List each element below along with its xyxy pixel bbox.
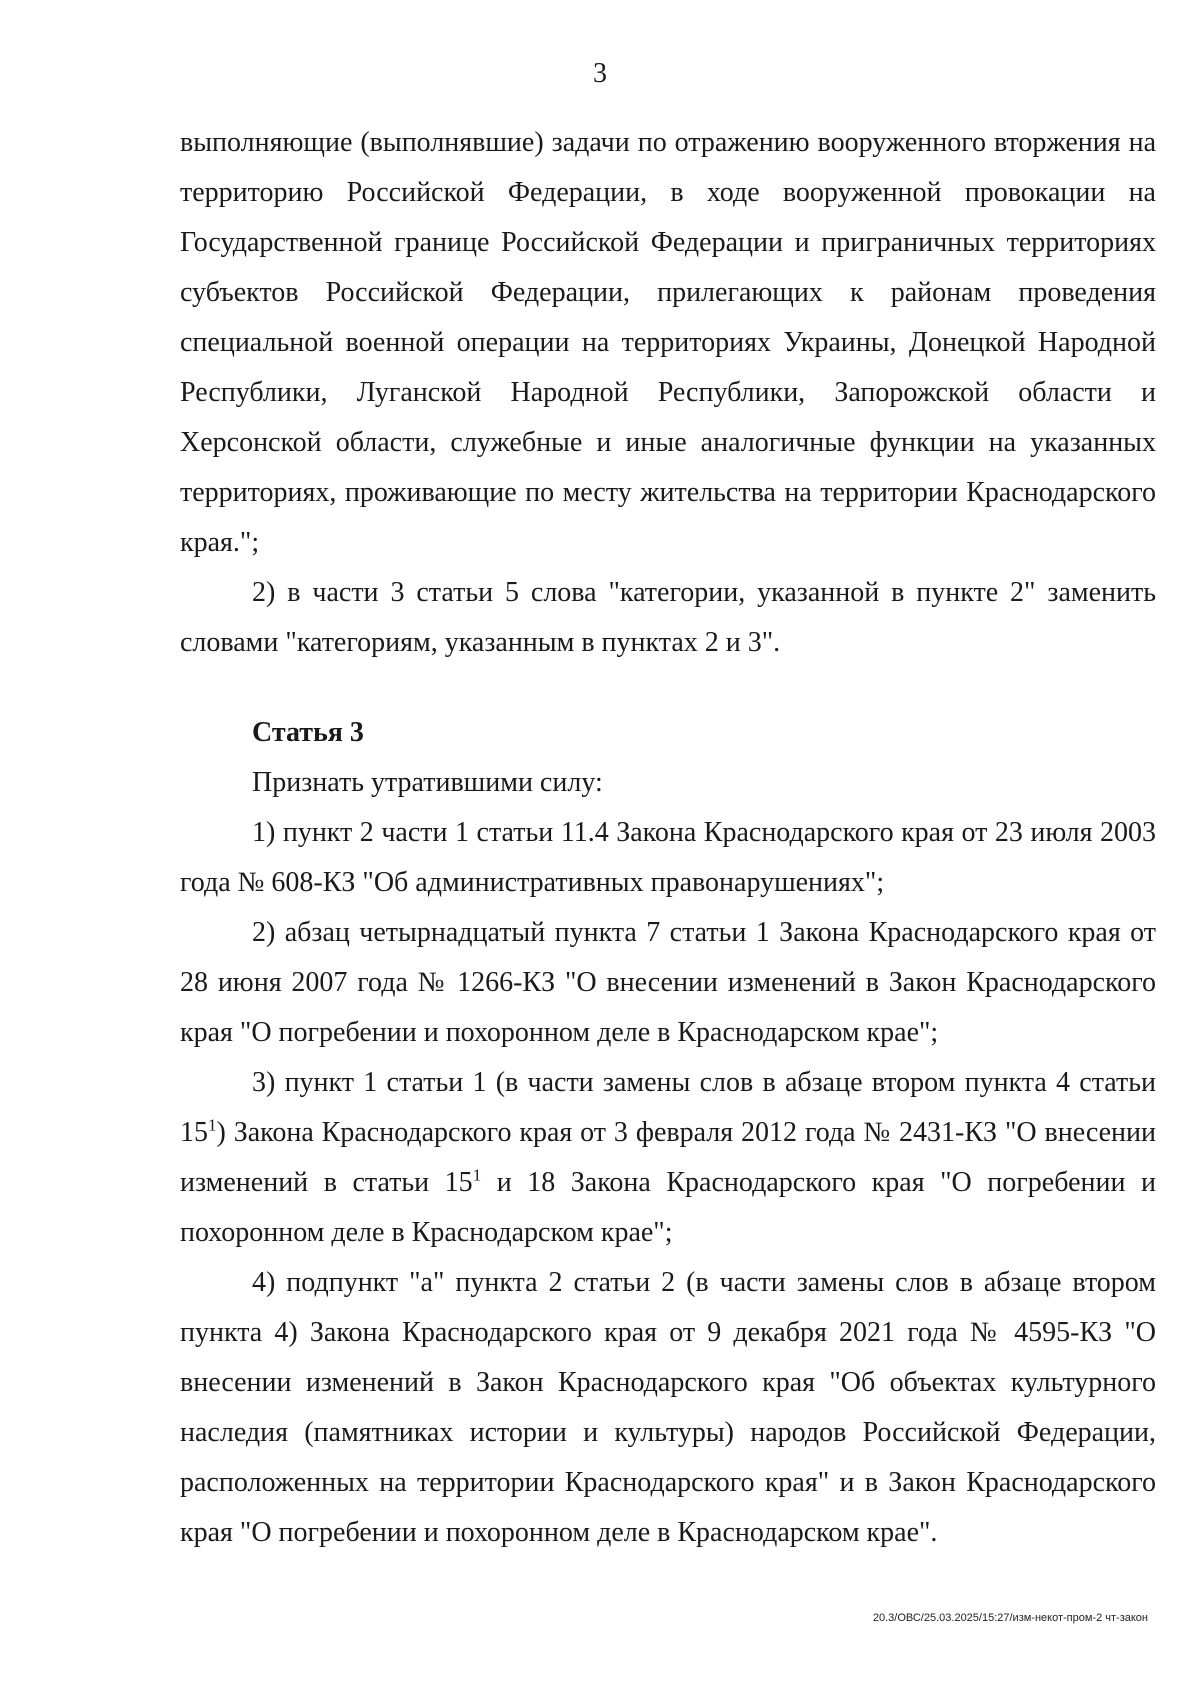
article-3-item-2: 2) абзац четырнадцатый пункта 7 статьи 1 Закона Краснодарского края от 28 июня 2007 года № 1266-КЗ "О внесении изменений в Закон Краснодарского края "О погребении и похоронном деле в Краснодарском крае"; (180, 917, 1156, 1048)
paragraph-item-2: 2) в части 3 статьи 5 слова "категории, указанной в пункте 2" заменить словами "категориям, указанным в пунктах 2 и 3". (180, 577, 1156, 658)
article-3-item-3 (180, 1058, 1156, 1258)
page-number: 3 (593, 58, 607, 89)
section-spacer (180, 668, 1156, 708)
item-3-text-a: 3) пункт 1 статьи 1 (в части замены слов в абзаце втором пункта 4 статьи 15 (180, 1067, 1156, 1148)
document-body (180, 118, 1156, 1558)
article-3-item-1: 1) пункт 2 части 1 статьи 11.4 Закона Краснодарского края от 23 июля 2003 года № 608-КЗ "Об административных правонарушениях"; (180, 817, 1156, 898)
item-3-text-c: и 18 Закона Краснодарского края "О погребении и похоронном деле в Краснодарском крае"; (180, 1167, 1156, 1248)
document-footer-code: 20.3/ОВС/25.03.2025/15:27/изм-некот-пром-2 чт-закон (872, 1612, 1148, 1624)
item-3-text-b: ) Закона Краснодарского края от 3 февраля 2012 года № 2431-КЗ "О внесении изменений в статьи 15 (180, 1117, 1156, 1198)
paragraph-continuation: выполняющие (выполнявшие) задачи по отражению вооруженного вторжения на территорию Российской Федерации, в ходе вооруженной провокации на Государственной границе Российской Федерации и приграничных территориях субъектов Российской Федерации, прилегающих к районам проведения специальной военной операции на территориях Украины, Донецкой Народной Республики, Луганской Народной Республики, Запорожской области и Херсонской области, служебные и иные аналогичные функции на указанных территориях, проживающие по месту жительства на территории Краснодарского края."; (180, 127, 1156, 558)
superscript-1: 1 (208, 1115, 217, 1135)
article-3-item-4: 4) подпункт "а" пункта 2 статьи 2 (в части замены слов в абзаце втором пункта 4) Закона Краснодарского края от 9 декабря 2021 года № 4595-КЗ "О внесении изменений в Закон Краснодарского края "Об объектах культурного наследия (памятниках истории и культуры) народов Российской Федерации, расположенных на территории Краснодарского края" и в Закон Краснодарского края "О погребении и похоронном деле в Краснодарском крае". (180, 1267, 1156, 1548)
article-3-intro: Признать утратившими силу: (252, 767, 603, 798)
article-3-heading: Статья 3 (252, 717, 364, 748)
superscript-2: 1 (472, 1165, 482, 1185)
